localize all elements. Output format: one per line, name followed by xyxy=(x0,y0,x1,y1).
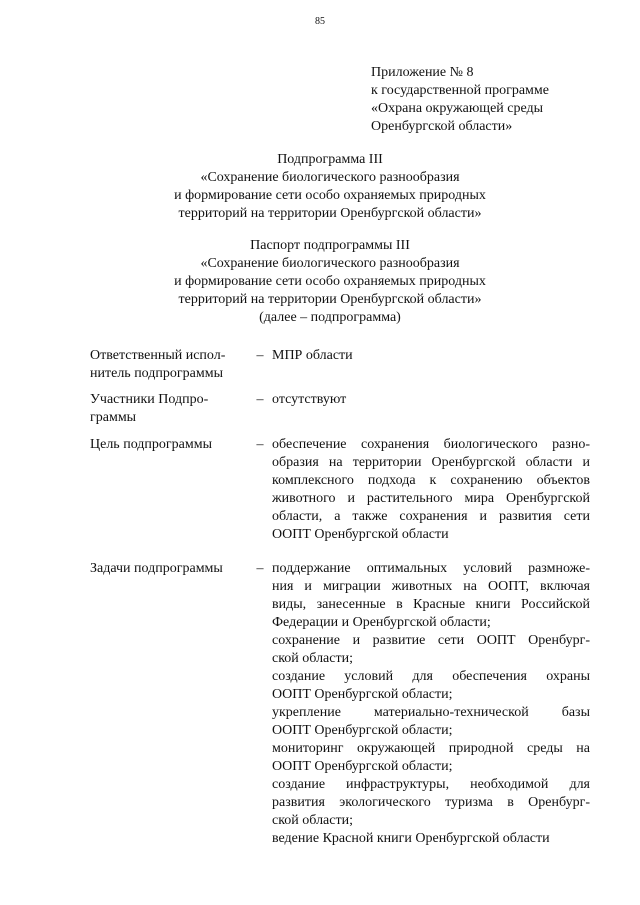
row-value-line: создание условий для обеспечения охраны xyxy=(272,669,590,684)
row-value-line: обеспечение сохранения биологического разно- xyxy=(272,437,590,452)
passport-title-line: и формирование сети особо охраняемых природных xyxy=(174,274,486,289)
row-dash: – xyxy=(256,348,264,363)
row-label xyxy=(90,391,248,427)
row-value-line: создание инфраструктуры, необходимой для xyxy=(272,777,590,792)
row-value-line: образия на территории Оренбургской области и xyxy=(272,455,590,470)
row-label-line: граммы xyxy=(90,410,137,425)
passport-title-line: «Сохранение биологического разнообразия xyxy=(200,256,460,271)
row-value-line: области, а также сохранения и развития сети xyxy=(272,509,590,524)
subprogram-title xyxy=(120,151,540,223)
row-value-line: животного и растительного мира Оренбургской xyxy=(272,491,590,506)
row-value-line: сохранение и развитие сети ООПТ Оренбург- xyxy=(272,633,590,648)
row-value-line: МПР области xyxy=(272,348,353,363)
passport-row-participants xyxy=(90,391,590,427)
row-label-line: Цель подпрограммы xyxy=(90,437,212,452)
row-value-line: ской области; xyxy=(272,651,353,666)
row-value-line: ООПТ Оренбургской области; xyxy=(272,687,453,702)
row-value-line: мониторинг окружающей природной среды на xyxy=(272,741,590,756)
row-value-line: ской области; xyxy=(272,813,353,828)
row-value xyxy=(272,560,590,848)
row-dash: – xyxy=(256,437,264,452)
row-value-line: ООПТ Оренбургской области; xyxy=(272,759,453,774)
row-value-line: Федерации и Оренбургской области; xyxy=(272,615,491,630)
row-value-line: ООПТ Оренбургской области xyxy=(272,527,449,542)
row-label xyxy=(90,436,248,454)
row-value xyxy=(272,347,590,365)
row-value xyxy=(272,391,590,409)
row-value-line: ООПТ Оренбургской области; xyxy=(272,723,453,738)
appendix-note xyxy=(371,64,621,136)
appendix-line: Оренбургской области» xyxy=(371,119,513,134)
row-value-line: ния и миграции животных на ООПТ, включая xyxy=(272,579,590,594)
passport-title-line: территорий на территории Оренбургской области» xyxy=(178,292,482,307)
row-label xyxy=(90,347,248,383)
page-number: 85 xyxy=(315,16,325,27)
passport-table xyxy=(90,347,590,848)
row-value-line: развития экологического туризма в Оренбург- xyxy=(272,795,590,810)
passport-title-line: Паспорт подпрограммы III xyxy=(250,238,410,253)
appendix-line: к государственной программе xyxy=(371,83,549,98)
subprogram-title-line: территорий на территории Оренбургской области» xyxy=(178,206,482,221)
passport-row-responsible xyxy=(90,347,590,383)
row-value-line: комплексного подхода к сохранению объектов xyxy=(272,473,590,488)
appendix-line: «Охрана окружающей среды xyxy=(371,101,544,116)
row-value-line: поддержание оптимальных условий размноже- xyxy=(272,561,590,576)
passport-row-tasks xyxy=(90,560,590,848)
row-label-line: Ответственный испол- xyxy=(90,348,226,363)
appendix-line: Приложение № 8 xyxy=(371,65,474,80)
passport-row-goal xyxy=(90,436,590,544)
row-label xyxy=(90,560,248,578)
row-value xyxy=(272,436,590,544)
row-value-line: ведение Красной книги Оренбургской области xyxy=(272,831,550,846)
row-dash: – xyxy=(256,561,264,576)
row-label-line: Участники Подпро- xyxy=(90,392,209,407)
passport-title xyxy=(120,237,540,327)
subprogram-title-line: и формирование сети особо охраняемых природных xyxy=(174,188,486,203)
row-label-line: нитель подпрограммы xyxy=(90,366,223,381)
row-label-line: Задачи подпрограммы xyxy=(90,561,223,576)
subprogram-title-line: «Сохранение биологического разнообразия xyxy=(200,170,460,185)
subprogram-title-line: Подпрограмма III xyxy=(277,152,383,167)
passport-title-line: (далее – подпрограмма) xyxy=(259,310,401,325)
row-value-line: виды, занесенные в Красные книги Российской xyxy=(272,597,590,612)
row-value-line: укрепление материально-технической базы xyxy=(272,705,590,720)
row-value-line: отсутствуют xyxy=(272,392,347,407)
row-dash: – xyxy=(256,392,264,407)
